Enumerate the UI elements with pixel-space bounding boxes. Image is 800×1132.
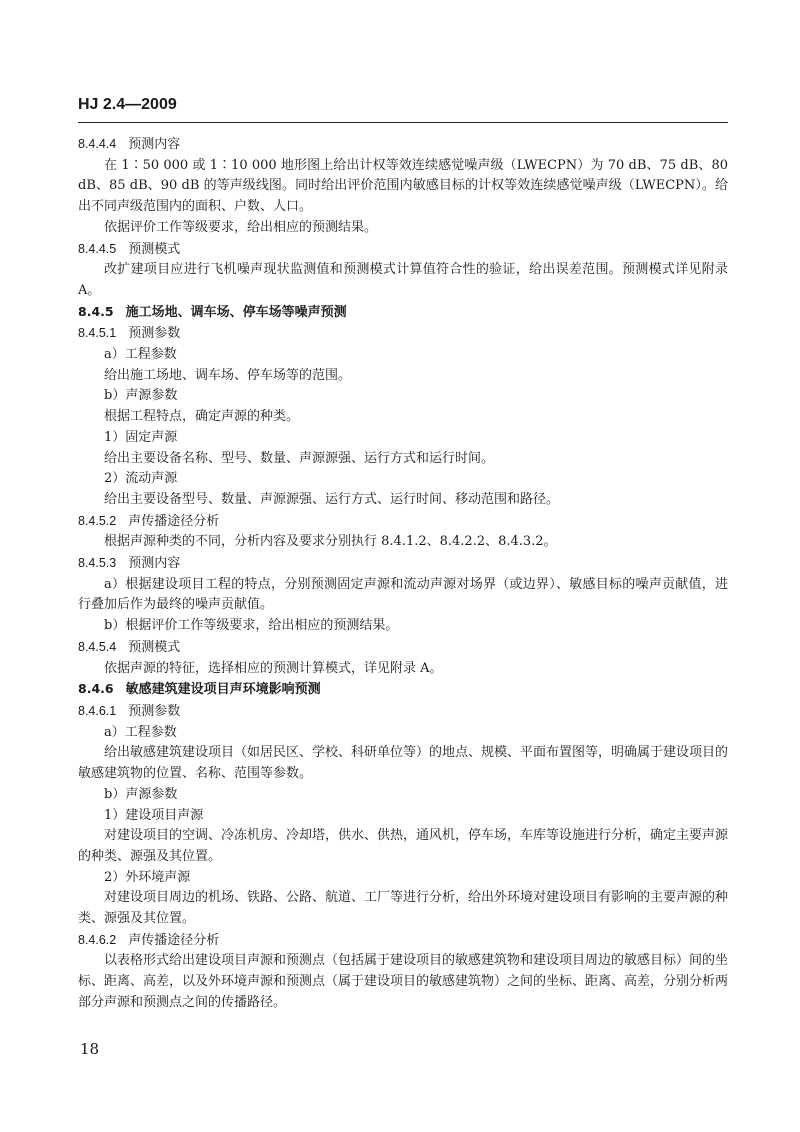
section-heading: [78, 637, 728, 659]
section-heading: [78, 134, 728, 156]
section-heading: [78, 679, 728, 701]
body-paragraph: 对建设项目周边的机场、铁路、公路、航道、工厂等进行分析，给出外环境对建设项目有影响的主要声源的种类、源强及其位置。: [78, 890, 729, 927]
section-heading: [78, 553, 728, 575]
body-paragraph: 在 1∶50 000 或 1∶10 000 地形图上给出计权等效连续感觉噪声级（LWECPN）为 70 dB、75 dB、80 dB、85 dB、90 dB 的等声级线图。同时给出评价范围内敏感目标的计权等效连续感觉噪声级（LWECPN）。给出不同声级范围内的面积、户数、人口。: [78, 157, 728, 215]
body-paragraph: a）工程参数: [104, 347, 177, 363]
section-title: 预测参数: [128, 326, 181, 342]
section-title: 预测参数: [128, 703, 181, 719]
section-number: 8.4.4.5: [78, 241, 117, 256]
section-number: 8.4.5.3: [78, 556, 117, 571]
body-paragraph: 给出主要设备名称、型号、数量、声源源强、运行方式和运行时间。: [104, 450, 495, 466]
body-paragraph: 依据声源的特征，选择相应的预测计算模式，详见附录 A。: [104, 660, 443, 676]
section-title: 预测模式: [128, 639, 181, 655]
section-title: 施工场地、调车场、停车场等噪声预测: [125, 304, 347, 320]
section-title: 预测内容: [128, 137, 181, 152]
section-number: 8.4.5: [78, 303, 114, 319]
section-number: 8.4.5.2: [78, 513, 117, 528]
section-heading: [78, 239, 728, 261]
body-paragraph: 对建设项目的空调、冷冻机房、冷却塔，供水、供热，通风机，停车场，车库等设施进行分析，确定主要声源的种类、源强及其位置。: [78, 828, 729, 864]
section-number: 8.4.5.1: [78, 326, 117, 341]
body-paragraph: 根据声源种类的不同，分析内容及要求分别执行 8.4.1.2、8.4.2.2、8.4.3.2。: [104, 534, 557, 550]
body-paragraph: a）根据建设项目工程的特点，分别预测固定声源和流动声源对场界（或边界）、敏感目标的噪声贡献值，进行叠加后作为最终的噪声贡献值。: [78, 576, 728, 613]
section-title: 声传播途径分析: [128, 932, 220, 948]
body-paragraph: 给出敏感建筑建设项目（如居民区、学校、科研单位等）的地点、规模、平面布置图等，明确属于建设项目的敏感建筑物的位置、名称、范围等参数。: [78, 745, 729, 782]
standard-code-header: HJ 2.4—2009: [78, 96, 177, 113]
section-title: 预测模式: [128, 241, 181, 257]
body-paragraph: 2）流动声源: [104, 471, 178, 487]
body-paragraph: 改扩建项目应进行飞机噪声现状监测值和预测模式计算值符合性的验证，给出误差范围。预测模式详见附录 A。: [78, 262, 728, 298]
section-title: 声传播途径分析: [128, 513, 220, 529]
body-paragraph: 以表格形式给出建设项目声源和预测点（包括属于建设项目的敏感建筑物和建设项目周边的敏感目标）间的坐标、距离、高差，以及外环境声源和预测点（属于建设项目的敏感建筑物）之间的坐标、距离、高差，分别分析两部分声源和预测点之间的传播路径。: [78, 953, 729, 1010]
body-paragraph: 给出施工场地、调车场、停车场等的范围。: [104, 367, 352, 383]
body-paragraph: a）工程参数: [104, 724, 177, 740]
body-paragraph: b）根据评价工作等级要求，给出相应的预测结果。: [104, 618, 399, 634]
section-number: 8.4.4.4: [78, 137, 117, 151]
section-heading: [78, 323, 728, 345]
header-rule: [78, 122, 728, 123]
body-paragraph: 根据工程特点，确定声源的种类。: [104, 409, 300, 425]
page-number: 18: [80, 1040, 100, 1058]
body-paragraph: b）声源参数: [104, 388, 178, 404]
body-paragraph: 1）建设项目声源: [104, 807, 204, 823]
section-heading: [78, 930, 728, 952]
body-paragraph: 给出主要设备型号、数量、声源源强、运行方式、运行时间、移动范围和路径。: [104, 491, 560, 507]
section-number: 8.4.6.1: [78, 703, 117, 718]
section-number: 8.4.6: [78, 681, 114, 697]
section-heading: [78, 511, 728, 533]
document-body: [78, 134, 728, 1014]
section-number: 8.4.5.4: [78, 639, 117, 654]
body-paragraph: 2）外环境声源: [104, 869, 191, 885]
body-paragraph: 依据评价工作等级要求，给出相应的预测结果。: [104, 219, 378, 235]
section-heading: [78, 302, 728, 324]
section-heading: [78, 701, 728, 723]
section-title: 敏感建筑建设项目声环境影响预测: [125, 682, 321, 698]
section-title: 预测内容: [128, 556, 181, 572]
section-number: 8.4.6.2: [78, 932, 117, 947]
body-paragraph: b）声源参数: [104, 786, 178, 802]
body-paragraph: 1）固定声源: [104, 429, 178, 445]
